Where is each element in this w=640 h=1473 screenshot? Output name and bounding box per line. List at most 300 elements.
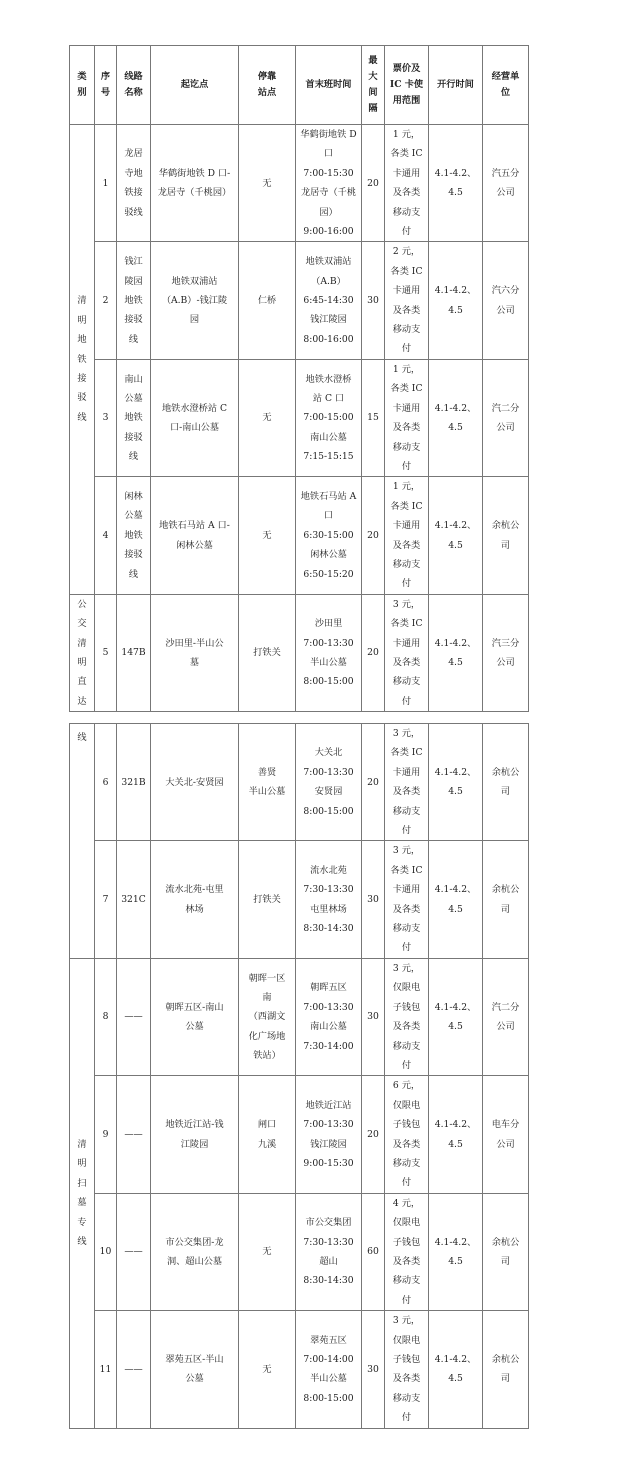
cell-line: 站点 [257,87,277,98]
cell-line: 地铁近江站 [305,1099,352,1111]
cell-line: 余杭公 [491,1236,520,1248]
cell-dates [429,477,483,594]
cell-line: 移动支 [392,1040,421,1052]
cell-line: 子钱包 [392,1236,421,1248]
cell-line: 4.5 [448,304,463,316]
cell-line: 7:00-13:30 [303,637,354,649]
cell-line: 地铁 [124,529,143,541]
header-schedule: 首末班时间 [296,46,362,125]
cell-line: 汽六分 [491,285,520,297]
cell-line: 线 [128,333,139,345]
cell-line: 付 [401,343,412,355]
cell-line: 及各类 [392,304,421,316]
cell-line: 线 [77,732,87,743]
cell-operator [483,359,529,476]
cell-line: 地铁水澄桥站 C [161,402,228,414]
cell-dates [429,841,483,958]
header-stops [239,46,296,125]
cell-line: 沙田里-半山公 [165,637,224,649]
cell-line: 4.5 [448,656,463,668]
cell-line: 大关北-安贤园 [165,776,224,788]
cell-route [117,841,151,958]
cell-line: 铁站） [253,1050,281,1062]
cell-line: 卡通用 [392,766,421,778]
cell-schedule [296,594,362,711]
cell-line: 321B [121,776,146,788]
cell-endpoints [151,958,239,1075]
cell-stops [239,841,296,958]
cell-line: 移动支 [392,206,421,218]
cell-line: 仅限电 [392,1217,421,1229]
cell-line: 卡通用 [392,167,421,179]
cell-route [117,958,151,1075]
cell-seq: 8 [95,958,117,1075]
cell-line: 7:00-14:00 [303,1354,354,1365]
cell-line: 公司 [496,304,515,316]
route-table-page-1 [69,45,529,712]
cell-line: 公司 [496,422,515,434]
cell-line: 翠苑五区-半山 [165,1354,224,1365]
cell-dates [429,958,483,1075]
cell-line: 付 [401,1294,412,1306]
cell-line: 寺地 [124,167,143,179]
cell-line: 及各类 [392,1255,421,1267]
cell-line: 墓 [77,1197,87,1209]
table-row [70,1193,529,1310]
cell-seq: 5 [95,594,117,711]
cell-line: 华鹤街地铁 D [300,129,357,140]
header-fare [385,46,429,125]
cell-line: 4.1-4.2、 [434,1001,477,1013]
cell-schedule [296,125,362,242]
cell-route [117,1193,151,1310]
table-row [70,359,529,476]
cell-line: 钱江 [124,256,143,268]
cell-line: 达 [77,695,87,707]
cell-line: 别 [77,87,87,98]
cell-line: 各类 IC [390,500,423,512]
cell-line: 铁接 [124,187,143,199]
group-special-label [70,958,95,1428]
cell-schedule [296,477,362,594]
cell-line: 公墓 [124,510,143,522]
cell-line: 移动支 [392,676,421,688]
cell-seq: 10 [95,1193,117,1310]
cell-line: 无 [262,177,272,189]
cell-operator [483,125,529,242]
group-direct-label-part2 [70,724,95,959]
cell-seq: 1 [95,125,117,242]
cell-line: 1 元， [392,363,421,375]
table-row [70,841,529,958]
cell-line: 司 [500,1373,511,1385]
cell-line: 各类 IC [390,148,423,160]
cell-line: 8:00-15:00 [303,1392,354,1404]
cell-line: 各类 IC [390,383,423,395]
cell-seq: 3 [95,359,117,476]
cell-line: IC 卡使 [389,79,424,90]
cell-line: 汽二分 [491,1001,520,1013]
cell-line: 及各类 [392,1021,421,1033]
cell-line: 7:00-13:30 [303,1001,354,1013]
cell-line: 4.5 [448,539,463,551]
cell-line: 汽二分 [491,402,520,414]
cell-route [117,125,151,242]
cell-line: 仁桥 [257,294,277,306]
cell-stops [239,958,296,1075]
cell-line: 隔 [368,103,378,114]
header-operator [483,46,529,125]
cell-schedule [296,841,362,958]
cell-seq: 6 [95,724,117,841]
table-row [70,477,529,594]
cell-line: 公司 [496,1138,515,1150]
cell-line: 移动支 [392,1392,421,1404]
cell-line: 地铁双浦站 [171,275,218,287]
cell-line: 公墓 [124,392,143,404]
cell-line: 地铁 [124,412,143,424]
cell-interval: 30 [362,242,385,359]
cell-line: 移动支 [392,441,421,453]
table-row [70,125,529,242]
header-endpoints: 起讫点 [151,46,239,125]
cell-line: 驳线 [124,206,143,218]
cell-line: 铁 [77,353,87,365]
cell-line: 接驳 [124,314,143,326]
cell-line: 半山公墓 [310,1373,347,1385]
cell-line: 江陵园 [180,1138,209,1150]
cell-fare [385,1193,429,1310]
cell-interval: 30 [362,958,385,1075]
cell-interval: 20 [362,1076,385,1193]
cell-line: 无 [262,1246,272,1258]
cell-endpoints [151,1311,239,1428]
cell-fare [385,125,429,242]
cell-line: 朝晖一区 [248,972,286,984]
cell-line: 闲林 [124,491,143,503]
cell-fare [385,1311,429,1428]
cell-line: 3 元， [392,962,421,974]
cell-line: 位 [500,87,511,98]
cell-line: 4 元， [392,1197,421,1209]
cell-line: 南山 [124,373,143,385]
cell-line: 付 [401,1177,412,1189]
cell-line: 9:00-15:30 [303,1157,354,1169]
cell-line: 用范围 [392,95,421,106]
cell-line: 9:00-16:00 [303,226,354,238]
cell-line: （A.B） [311,275,346,287]
cell-operator [483,958,529,1075]
cell-line: 半山公墓 [248,786,286,798]
cell-line: 及各类 [392,656,421,668]
cell-endpoints [151,477,239,594]
cell-line: 子钱包 [392,1354,421,1365]
cell-line: 汽三分 [491,637,520,649]
cell-stops [239,724,296,841]
cell-interval: 15 [362,359,385,476]
cell-interval: 30 [362,1311,385,1428]
cell-line: 4.5 [448,1021,463,1033]
cell-line: 及各类 [392,903,421,915]
cell-endpoints [151,125,239,242]
cell-line: 移动支 [392,805,421,817]
cell-line: 6 元， [392,1080,421,1092]
cell-line: 直 [77,676,87,688]
cell-line: 卡通用 [392,520,421,532]
cell-line: 4.1-4.2、 [434,167,477,179]
cell-stops [239,125,296,242]
cell-line: 公墓 [185,1021,204,1033]
cell-interval: 30 [362,841,385,958]
cell-line: 余杭公 [491,766,520,778]
cell-line: 地铁双浦站 [305,256,352,268]
cell-line: 朝晖五区-南山 [165,1001,224,1013]
cell-route [117,1311,151,1428]
cell-line: 8:00-15:00 [303,805,354,817]
cell-line: 7:00-15:30 [303,167,354,179]
cell-line: 8:00-16:00 [303,333,354,345]
cell-line: 移动支 [392,923,421,935]
cell-stops [239,359,296,476]
cell-line: 大 [368,71,378,82]
cell-line: 3 元， [392,845,421,857]
cell-line: 7:30-13:30 [303,884,354,896]
cell-line: 流水北苑-屯里 [165,884,224,896]
cell-line: 公司 [496,1021,515,1033]
cell-line: 及各类 [392,187,421,199]
cell-line: 半山公墓 [310,656,347,668]
cell-interval: 20 [362,724,385,841]
cell-line: 无 [262,412,272,424]
cell-line: 闸口 [257,1119,277,1131]
cell-line: 7:00-13:30 [303,766,354,778]
cell-line: 仅限电 [392,982,421,994]
cell-line: 仅限电 [392,1099,421,1111]
cell-dates [429,359,483,476]
cell-line: 移动支 [392,1275,421,1287]
cell-line: 及各类 [392,539,421,551]
cell-line: 龙居 [124,148,143,160]
header-dates: 开行时间 [429,46,483,125]
cell-schedule [296,242,362,359]
cell-line: 司 [500,786,511,798]
cell-line: 明 [77,656,87,668]
cell-line: 4.5 [448,1138,463,1150]
cell-line: 龙居寺（千桃园） [157,187,232,199]
cell-line: 市公交集团 [305,1217,352,1229]
cell-line: 余杭公 [491,520,520,532]
cell-fare [385,359,429,476]
cell-fare [385,1076,429,1193]
cell-line: 龙居寺（千桃 [300,187,357,199]
cell-route [117,359,151,476]
cell-line: （西湖文 [248,1011,286,1023]
cell-seq: 4 [95,477,117,594]
cell-line: —— [124,1363,143,1375]
cell-line: 间 [368,87,378,98]
table-row [70,242,529,359]
cell-line: 4.5 [448,422,463,434]
cell-line: 口 [323,148,334,160]
cell-endpoints [151,359,239,476]
cell-stops [239,594,296,711]
cell-line: 超山 [319,1255,338,1267]
table-row [70,724,529,841]
cell-line: 公司 [496,187,515,199]
cell-line: 移动支 [392,324,421,336]
cell-line: 南山公墓 [310,431,347,443]
cell-line: 卡通用 [392,285,421,297]
cell-line: 线 [128,568,139,580]
cell-line: 汽五分 [491,167,520,179]
cell-endpoints [151,242,239,359]
cell-line: 南 [262,991,272,1003]
cell-line: 2 元， [392,246,421,258]
cell-line: 付 [401,1059,412,1071]
cell-line: 无 [262,529,272,541]
cell-line: 清 [77,637,87,649]
route-table-page-2 [69,723,529,1429]
group-metro-label [70,125,95,595]
cell-line: 最 [368,55,378,66]
cell-line: 打铁关 [253,647,281,659]
cell-line: 7:00-15:00 [303,412,354,424]
cell-route [117,477,151,594]
cell-line: 付 [401,942,412,954]
cell-line: 线 [128,451,139,463]
cell-stops [239,1193,296,1310]
cell-line: 司 [500,1255,511,1267]
cell-line: 闲林公墓 [176,539,213,551]
cell-line: 明 [77,314,87,326]
cell-seq: 7 [95,841,117,958]
cell-line: 4.5 [448,903,463,915]
cell-line: 各类 IC [390,864,423,876]
cell-line: 及各类 [392,422,421,434]
cell-line: 安贤园 [314,786,343,798]
cell-line: 钱江陵园 [310,1138,347,1150]
cell-line: 4.1-4.2、 [434,637,477,649]
cell-operator [483,841,529,958]
cell-stops [239,242,296,359]
cell-line: 3 元， [392,1315,421,1327]
cell-operator [483,1076,529,1193]
cell-line: 九溪 [257,1138,277,1150]
cell-route [117,242,151,359]
cell-line: 类 [77,71,87,82]
cell-line: 闲林公墓 [310,549,347,561]
cell-line: 4.1-4.2、 [434,1236,477,1248]
cell-line: 各类 IC [390,618,423,630]
cell-line: 票价及 [392,63,421,74]
cell-line: 号 [100,87,111,98]
cell-endpoints [151,724,239,841]
cell-line: 余杭公 [491,884,520,896]
cell-interval: 20 [362,477,385,594]
cell-dates [429,1076,483,1193]
cell-line: 站 C 口 [312,392,345,404]
cell-line: 3 元， [392,598,421,610]
cell-schedule [296,1193,362,1310]
cell-line: 大关北 [314,747,343,759]
cell-line: 7:30-13:30 [303,1236,354,1248]
cell-line: 8:30-14:30 [303,1275,354,1287]
cell-line: 明 [77,1158,87,1170]
cell-line: 公司 [496,656,515,668]
cell-endpoints [151,1193,239,1310]
cell-line: 市公交集团-龙 [165,1236,224,1248]
cell-fare [385,594,429,711]
cell-seq: 2 [95,242,117,359]
cell-fare [385,724,429,841]
cell-line: 卡通用 [392,884,421,896]
cell-dates [429,1311,483,1428]
cell-line: 地铁 [124,294,143,306]
cell-fare [385,958,429,1075]
cell-line: 化广场地 [248,1030,286,1042]
cell-line: 园 [189,314,200,326]
cell-stops [239,1076,296,1193]
table-row [70,1311,529,1428]
table-row [70,958,529,1075]
cell-operator [483,1311,529,1428]
cell-interval: 20 [362,594,385,711]
cell-line: 4.1-4.2、 [434,402,477,414]
cell-line: 付 [401,695,412,707]
cell-endpoints [151,841,239,958]
cell-line: 3 元， [392,728,421,739]
cell-line: 线 [77,411,87,423]
cell-line: 4.1-4.2、 [434,1354,477,1365]
cell-operator [483,724,529,841]
cell-line: 南山公墓 [310,1021,347,1033]
cell-line: 4.1-4.2、 [434,766,477,778]
cell-line: 无 [262,1363,272,1375]
header-interval [362,46,385,125]
cell-line: 公墓 [185,1373,204,1385]
header-row [70,46,529,125]
cell-line: 移动支 [392,558,421,570]
cell-line: 及各类 [392,1373,421,1385]
cell-line: 地铁石马站 A [300,491,357,503]
cell-line: 移动支 [392,1157,421,1169]
cell-line: 4.1-4.2、 [434,1119,477,1131]
group-direct-label-part1 [70,594,95,711]
cell-dates [429,125,483,242]
cell-line: 余杭公 [491,1354,520,1365]
cell-line: 6:30-15:00 [303,529,354,541]
cell-line: 墓 [189,656,200,668]
cell-schedule [296,1076,362,1193]
cell-fare [385,477,429,594]
cell-dates [429,1193,483,1310]
cell-stops [239,477,296,594]
cell-line: 朝晖五区 [310,982,347,994]
cell-line: 停靠 [257,71,277,82]
cell-line: 钱江陵园 [310,314,347,326]
cell-line: 4.5 [448,1373,463,1385]
cell-line: 4.5 [448,187,463,199]
cell-line: 驳 [77,392,87,404]
cell-line: 4.5 [448,1255,463,1267]
cell-endpoints [151,594,239,711]
cell-line: 6:45-14:30 [303,294,354,306]
cell-line: 沙田里 [314,618,343,630]
cell-line: 口 [323,510,334,522]
cell-operator [483,594,529,711]
cell-line: 付 [401,578,412,590]
cell-line: 地 [77,334,87,346]
